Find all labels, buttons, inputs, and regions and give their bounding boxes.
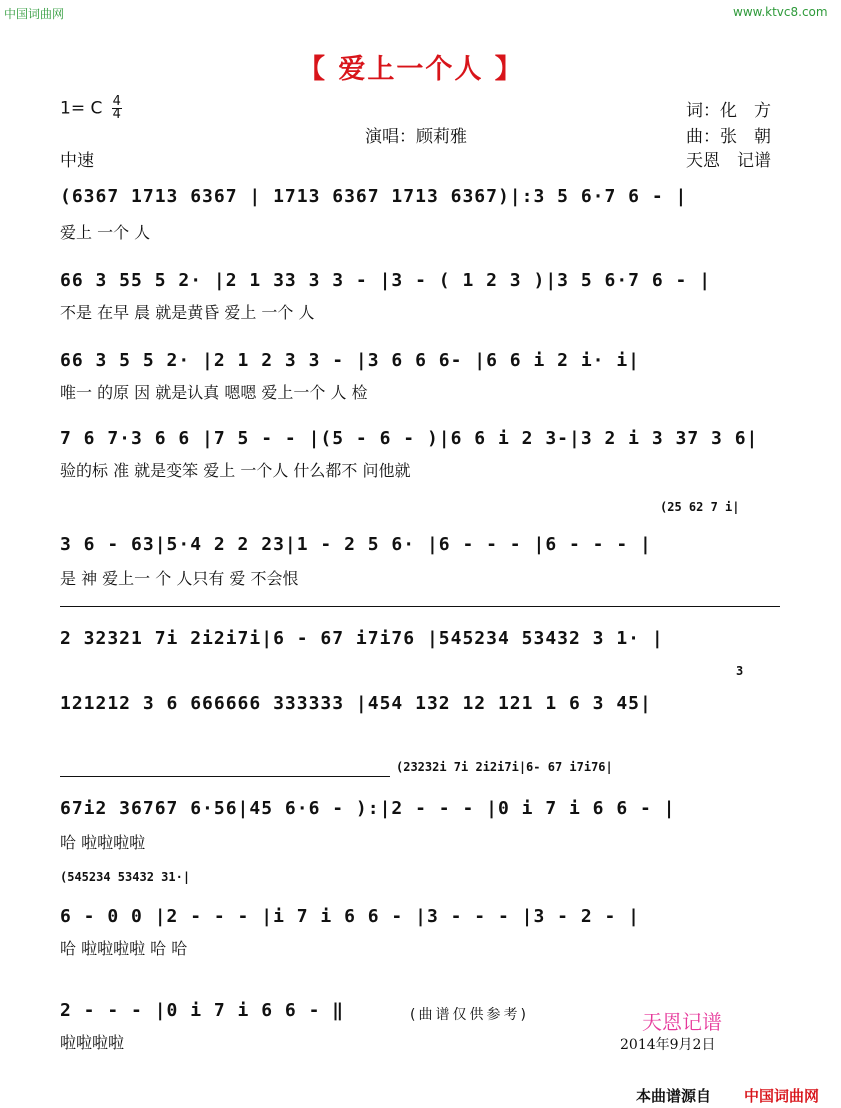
footer-source-label: 本曲谱源自 [636,1087,712,1105]
watermark-right: www.ktvc8.com [733,5,828,19]
lyric-line-2: 不是 在早 晨 就是黄昏 爱上 一个 人 [60,303,315,322]
notation-line-1: (6367 1713 6367 | 1713 6367 1713 6367)|:3 5 6·7 6 - | [60,186,688,207]
tempo: 中速 [60,151,94,171]
lyric-line-8: 哈 啦啦啦啦 [60,833,146,852]
notation-line-7: 121212 3 6 666666 333333 |454 132 12 121 1 6 3 45| [60,693,652,714]
time-signature [112,96,122,121]
key-signature [60,96,122,121]
lyric-line-1: 爱上 一个 人 [60,223,151,242]
composer: 曲：张 朝 [686,127,771,147]
lyric-line-5: 是 神 爱上一 个 人只有 爱 不会恨 [60,569,299,588]
transcriber-seal: 天恩记谱 [642,1010,722,1034]
reference-note: (曲谱仅供参考) [410,1007,529,1023]
key-text: 1= C [60,98,103,119]
instrumental-sub-line-3: (545234 53432 31·| [60,870,191,884]
notation-line-4: 7 6 7·3 6 6 |7 5 - - |(5 - 6 - )|6 6 i 2 3-|3 2 i 3 37 3 6| [60,428,759,449]
notation-line-6: 2 32321 7i 2i2i7i|6 - 67 i7i76 |545234 53432 3 1· | [60,628,664,649]
instrumental-sub-line-1: (25 62 7 i| [660,500,740,514]
lyric-line-4: 验的标 准 就是变笨 爱上 一个人 什么都不 问他就 [60,461,411,480]
lyricist: 词：化 方 [686,101,771,121]
notation-line-9: 6 - 0 0 |2 - - - |i 7 i 6 6 - |3 - - - |3 - 2 - | [60,906,641,927]
notation-line-8: 67i2 36767 6·56|45 6·6 - ):|2 - - - |0 i 7 i 6 6 - | [60,798,676,819]
lyric-line-3: 唯一 的原 因 就是认真 嗯嗯 爱上一个 人 检 [60,383,368,402]
lyric-line-10: 啦啦啦啦 [60,1033,125,1052]
time-numerator: 4 [112,94,121,109]
footer-site-link[interactable]: 中国词曲网 [744,1087,820,1105]
notation-line-2: 66 3 55 5 2· |2 1 33 3 3 - |3 - ( 1 2 3 )|3 5 6·7 6 - | [60,270,712,291]
watermark-left: 中国词曲网 [4,7,65,21]
time-denominator: 4 [112,107,121,122]
notation-line-3: 66 3 5 5 2· |2 1 2 3 3 - |3 6 6 6- |6 6 i 2 i· i| [60,350,641,371]
transcriber: 天恩 记谱 [686,151,771,171]
notation-line-5: 3 6 - 63|5·4 2 2 23|1 - 2 5 6· |6 - - - |6 - - - | [60,534,652,555]
lyric-line-9: 哈 啦啦啦啦 哈 哈 [60,939,188,958]
triplet-mark: 3 [736,664,744,678]
instrumental-sub-line-2: (23232i 7i 2i2i7i|6- 67 i7i76| [396,760,613,774]
song-title: 【 爱上一个人 】 [298,54,524,85]
notation-line-10: 2 - - - |0 i 7 i 6 6 - ‖ [60,1000,345,1021]
bracket-line-2 [60,776,390,777]
singer: 演唱：顾莉雅 [365,127,467,147]
bracket-line [60,606,780,607]
date: 2014年9月2日 [620,1037,716,1053]
